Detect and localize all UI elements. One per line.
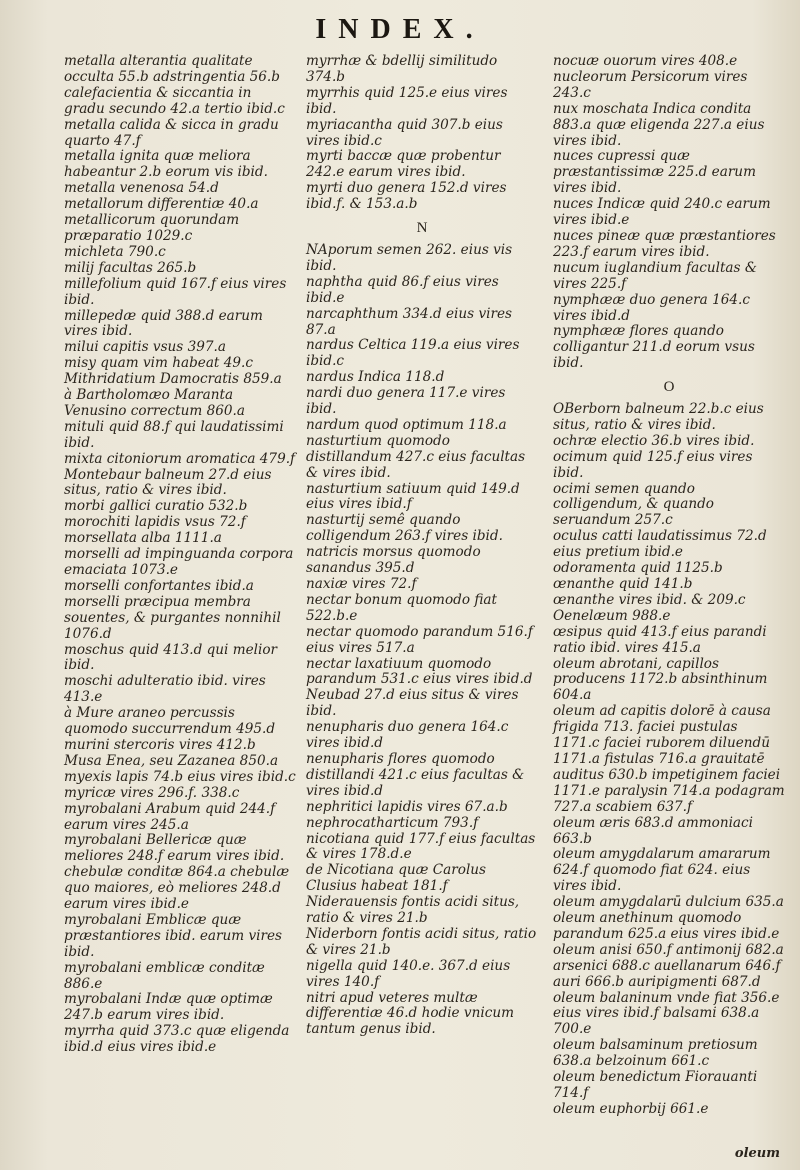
index-entry: Montebaur balneum 27.d eius situs, ratio & vires ibid. xyxy=(64,466,272,499)
index-entry: nitri apud veteres multæ differentiæ 46.d hodie vnicum tantum genus ibid. xyxy=(306,989,514,1038)
index-entry: milij facultas 265.b xyxy=(64,259,197,276)
index-entry: milui capitis vsus 397.a xyxy=(64,339,226,356)
index-entry: metalla ignita quæ meliora habeantur 2.b eorum vis ibid. xyxy=(64,148,268,181)
index-entry: nenupharis duo genera 164.c vires ibid.d xyxy=(306,719,509,752)
index-entry: myrobalani Bellericæ quæ meliores 248.f earum vires ibid. chebulæ conditæ 864.a chebulæ quo maiores, eò meliores 248.d earum vires ibid.e xyxy=(64,832,290,913)
index-entry: OBerborn balneum 22.b.c eius situs, ratio & vires ibid. xyxy=(553,401,764,433)
index-entry: morselli ad impinguanda corpora emaciata 1073.e xyxy=(64,546,294,578)
index-entry: odoramenta quid 1125.b xyxy=(553,560,723,577)
index-entry: œnanthe quid 141.b xyxy=(553,576,693,592)
index-entry: metallorum differentiæ 40.a xyxy=(64,196,259,213)
index-entry: nardus Indica 118.d xyxy=(306,369,445,386)
index-entry: nardus Celtica 119.a eius vires ibid.c xyxy=(306,337,520,370)
index-entry: myexis lapis 74.b eius vires ibid.c xyxy=(64,768,296,785)
index-entry: myriacantha quid 307.b eius vires ibid.c xyxy=(306,116,503,149)
index-entry: nuces pineæ quæ præstantiores 223.f earum vires ibid. xyxy=(553,227,776,260)
index-entry: myrobalani Indæ quæ optimæ 247.b earum vires ibid. xyxy=(64,991,273,1024)
index-entry: metallicorum quorundam præparatio 1029.c xyxy=(64,212,240,244)
index-entry: naphtha quid 86.f eius vires ibid.e xyxy=(306,273,499,306)
index-entry: Mithridatium Damocratis 859.a xyxy=(64,371,282,388)
index-entry: oleum abrotani, capillos producens 1172.b absinthinum 604.a xyxy=(553,655,768,704)
index-entry: oculus catti laudatissimus 72.d eius pretium ibid.e xyxy=(553,528,767,561)
index-entry: naxiæ vires 72.f xyxy=(306,576,417,592)
index-entry: nuces cupressi quæ præstantissimæ 225.d earum vires ibid. xyxy=(553,148,756,197)
index-entry: myrobalani emblicæ conditæ 886.e xyxy=(64,959,265,992)
index-entry: nasturtium quomodo distillandum 427.c eius facultas & vires ibid. xyxy=(306,432,526,481)
index-entry: nectar quomodo parandum 516.f eius vires 517.a xyxy=(306,623,533,656)
index-entry: murini stercoris vires 412.b xyxy=(64,736,256,753)
index-column-3 xyxy=(553,54,785,1118)
index-entry: nux moschata Indica condita 883.a quæ eligenda 227.a eius vires ibid. xyxy=(553,100,765,149)
index-entry: nigella quid 140.e. 367.d eius vires 140.f xyxy=(306,957,511,990)
index-entry: à Mure araneo percussis quomodo succurrendum 495.d xyxy=(64,705,276,738)
index-entry: myrobalani Arabum quid 244.f earum vires 245.a xyxy=(64,800,276,833)
index-entry: misy quam vim habeat 49.c xyxy=(64,355,253,372)
index-entry: morochiti lapidis vsus 72.f xyxy=(64,514,246,531)
index-entry: moschus quid 413.d qui melior ibid. xyxy=(64,641,278,674)
index-entry: morbi gallici curatio 532.b xyxy=(64,498,248,515)
index-entry: nectar bonum quomodo fiat 522.b.e xyxy=(306,591,497,624)
index-entry: Oenelæum 988.e xyxy=(553,607,671,624)
index-entry: oleum amygdalarū dulcium 635.a xyxy=(553,894,784,911)
index-entry: oleum benedictum Fiorauanti 714.f xyxy=(553,1069,758,1101)
index-entry: nephritici lapidis vires 67.a.b xyxy=(306,798,508,815)
index-entry: œsipus quid 413.f eius parandi ratio ibid. vires 415.a xyxy=(553,623,767,656)
index-entry: Neubad 27.d eius situs & vires ibid. xyxy=(306,687,519,720)
index-entry: millepedæ quid 388.d earum vires ibid. xyxy=(64,307,263,340)
index-entry: myrrhis quid 125.e eius vires ibid. xyxy=(306,84,508,117)
index-entry: mixta citoniorum aromatica 479.f xyxy=(64,450,296,467)
index-entry: mituli quid 88.f qui laudatissimi ibid. xyxy=(64,418,284,451)
index-entry: nocuæ ouorum vires 408.e xyxy=(553,53,738,69)
index-entry: nucum iuglandium facultas & vires 225.f xyxy=(553,259,757,292)
index-entry: Niderborn fontis acidi situs, ratio & vires 21.b xyxy=(306,925,537,958)
index-entry: oleum anisi 650.f antimonij 682.a arsenici 688.c auellanarum 646.f auri 666.b auripigmenti 687.d xyxy=(553,941,784,990)
index-entry: nucleorum Persicorum vires 243.c xyxy=(553,68,748,101)
catchword: oleum xyxy=(734,1146,780,1161)
index-entry: millefolium quid 167.f eius vires ibid. xyxy=(64,275,287,308)
index-entry: oleum euphorbij 661.e xyxy=(553,1100,709,1117)
index-entry: oleum amygdalarum amararum 624.f quomodo fiat 624. eius vires ibid. xyxy=(553,846,771,895)
index-entry: nectar laxatiuum quomodo parandum 531.c eius vires ibid.d xyxy=(306,655,533,688)
index-column-2 xyxy=(306,54,538,1038)
index-entry: myrti duo genera 152.d vires ibid.f. & 153.a.b xyxy=(306,180,507,213)
index-entry: michleta 790.c xyxy=(64,243,166,260)
index-entry: narcaphthum 334.d eius vires 87.a xyxy=(306,305,512,338)
index-entry: Niderauensis fontis acidi situs, ratio & vires 21.b xyxy=(306,894,520,927)
index-entry: natricis morsus quomodo sanandus 395.d xyxy=(306,544,481,577)
index-entry: myrobalani Emblicæ quæ præstantiores ibid. earum vires ibid. xyxy=(64,911,283,960)
index-entry: ocimi semen quando colligendum, & quando seruandum 257.c xyxy=(553,480,714,529)
index-entry: oleum balsaminum pretiosum 638.a belzoinum 661.c xyxy=(553,1037,758,1070)
index-entry: nymphææ duo genera 164.c vires ibid.d xyxy=(553,291,750,324)
index-entry: oleum anethinum quomodo parandum 625.a eius vires ibid.e xyxy=(553,910,780,942)
index-entry: myrrha quid 373.c quæ eligenda ibid.d eius vires ibid.e xyxy=(64,1023,290,1056)
index-entry: nuces Indicæ quid 240.c earum vires ibid.e xyxy=(553,196,771,229)
index-entry: oleum æris 683.d ammoniaci 663.b xyxy=(553,814,753,847)
index-entry: de Nicotiana quæ Carolus Clusius habeat 181.f xyxy=(306,862,487,895)
index-entry: nicotiana quid 177.f eius facultas & vires 178.d.e xyxy=(306,830,536,863)
index-entry: nenupharis flores quomodo distillandi 421.c eius facultas & vires ibid.d xyxy=(306,750,525,799)
index-entry: moschi adulteratio ibid. vires 413.e xyxy=(64,673,266,706)
index-entry: ochræ electio 36.b vires ibid. xyxy=(553,432,755,449)
index-entry: nymphææ flores quando colligantur 211.d eorum vsus ibid. xyxy=(553,323,755,372)
index-entry: nasturtium satiuum quid 149.d eius vires ibid.f xyxy=(306,480,520,513)
index-entry: ocimum quid 125.f eius vires ibid. xyxy=(553,448,753,481)
index-entry: myrti baccæ quæ probentur 242.e earum vires ibid. xyxy=(306,148,501,181)
index-entry: morselli confortantes ibid.a xyxy=(64,577,254,594)
section-letter: N xyxy=(416,220,428,237)
index-entry: metalla calida & sicca in gradu quarto 47.f xyxy=(64,116,279,149)
page-header: INDEX. xyxy=(315,14,485,45)
index-entry: NAporum semen 262. eius vis ibid. xyxy=(306,241,513,274)
index-entry: myricæ vires 296.f. 338.c xyxy=(64,784,240,801)
index-entry: metalla alterantia qualitate occulta 55.b adstringentia 56.b calefacientia & siccantia in gradu secundo 42.a tertio ibid.c xyxy=(64,53,285,117)
index-entry: nardum quod optimum 118.a xyxy=(306,416,507,433)
index-entry: oleum ad capitis dolorē à causa frigida 713. faciei pustulas 1171.c faciei ruborem diluendū 1171.a fistulas 716.a grauitatē auditus 630.b impetiginem faciei 1171.e paralysin 714.a podagram 727.a scabiem 637.f xyxy=(553,703,785,815)
index-entry: Musa Enea, seu Zazanea 850.a xyxy=(64,752,279,769)
index-entry: metalla venenosa 54.d xyxy=(64,180,219,197)
index-entry: œnanthe vires ibid. & 209.c xyxy=(553,591,746,608)
index-entry: oleum balaninum vnde fiat 356.e eius vires ibid.f balsami 638.a 700.e xyxy=(553,989,780,1038)
index-entry: morselli præcipua membra souentes, & purgantes nonnihil 1076.d xyxy=(64,593,281,642)
index-entry: nasturtij semê quando colligendum 263.f vires ibid. xyxy=(306,512,503,545)
index-entry: myrrhæ & bdellij similitudo 374.b xyxy=(306,53,498,85)
section-letter: O xyxy=(663,379,675,396)
index-entry: à Bartholomæo Maranta Venusino correctum 860.a xyxy=(64,387,245,419)
index-column-1 xyxy=(64,54,296,1056)
index-entry: nardi duo genera 117.e vires ibid. xyxy=(306,385,506,418)
index-entry: nephrocatharticum 793.f xyxy=(306,814,479,831)
index-entry: morsellata alba 1111.a xyxy=(64,530,222,547)
